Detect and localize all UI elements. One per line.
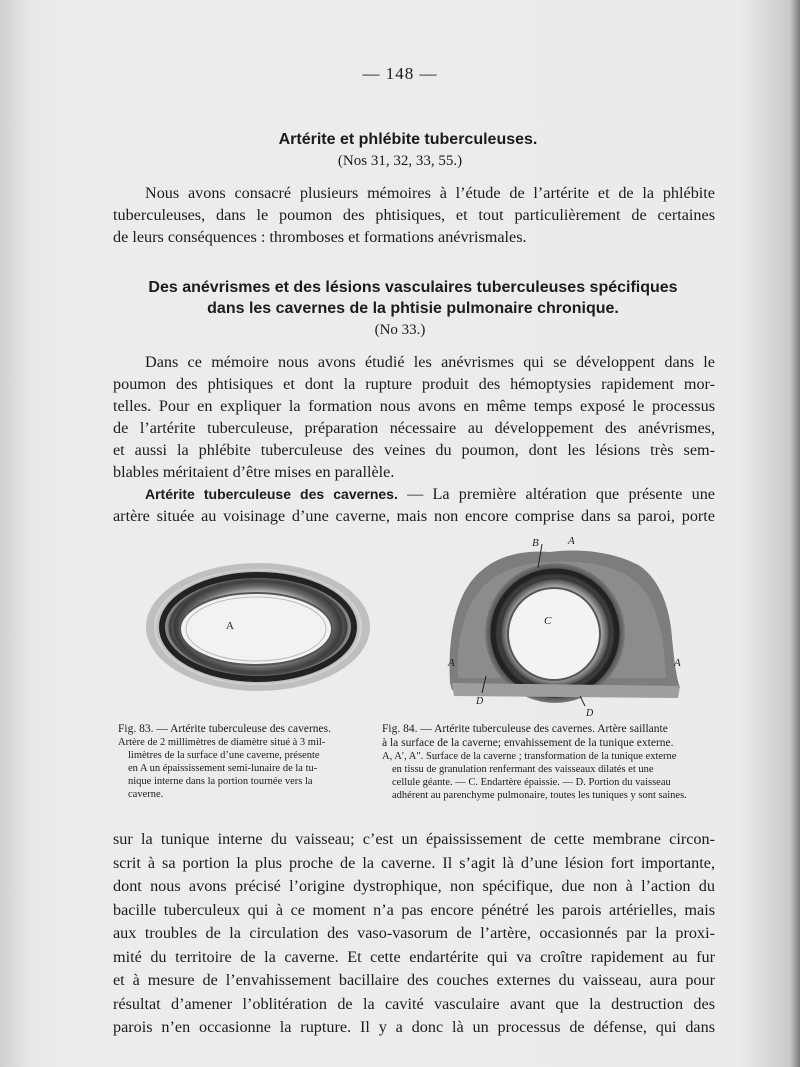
inline-rest: — La première altération que présente une xyxy=(397,485,715,503)
text-line: et aussi la phlébite tuberculeuse des veines du poumon, dont les lésions très sem- xyxy=(113,441,715,459)
caption-line: en tissu de granulation renfermant des vaisseaux dilatés et une xyxy=(392,764,654,775)
text-line: scrit à sa portion la plus proche de la caverne. Il s’agit là d’une lésion fort importante, xyxy=(113,853,715,872)
text-line: de leurs conséquences : thromboses et formations anévrismales. xyxy=(113,228,527,246)
section-title-anevrismes xyxy=(108,277,718,319)
figure-label-a-top: A xyxy=(568,535,575,547)
figure-label-c: C xyxy=(544,615,552,627)
caption-line: caverne. xyxy=(128,789,164,800)
text-line: dont nous avons précisé l’origine dystrophique, non spécifique, due non à l’action du xyxy=(113,877,715,895)
section-title-arterite-phlebite: Artérite et phlébite tuberculeuses. xyxy=(278,131,538,148)
caption-line: cellule géante. — C. Endartère épaissie. — D. Portion du vaisseau xyxy=(392,777,671,788)
figure-83-caption xyxy=(118,722,364,801)
text-line-with-heading xyxy=(113,483,715,505)
caption-line: A, A′, A″. Surface de la caverne ; transformation de la tunique externe xyxy=(382,751,677,762)
caption-line: Artère de 2 millimètres de diamètre situé à 3 mil- xyxy=(118,737,326,748)
text-line: tuberculeuses, dans le poumon des phtisiques, et tout particulièrement de certaines xyxy=(113,206,715,224)
figure-84-caption xyxy=(382,722,722,802)
figure-label-a: A xyxy=(226,620,234,632)
text-line: résultat d’amener l’oblitération de la cavité vasculaire avant que la destruction des xyxy=(113,994,715,1013)
text-line: Nous avons consacré plusieurs mémoires à l’étude de l’artérite et de la phlébite xyxy=(145,184,715,202)
caption-line: en A un épaississement semi-lunaire de la tu- xyxy=(128,763,318,774)
text-line: Dans ce mémoire nous avons étudié les anévrismes qui se développent dans le xyxy=(145,353,715,371)
section-refs: (No 33.) xyxy=(374,322,426,338)
figure-label-b: B xyxy=(532,537,539,549)
inline-heading: Artérite tuberculeuse des cavernes. xyxy=(145,486,398,502)
text-line: et à mesure de l’envahissement bacillaire des couches externes du vaisseau, aura pour xyxy=(113,971,715,989)
text-line: de l’artérite tuberculeuse, préparation nécessaire au développement des anévrismes, xyxy=(113,419,715,437)
text-line: artère située au voisinage d’une caverne, mais non encore comprise dans sa paroi, porte xyxy=(113,507,715,525)
text-line: bacille tuberculeux qui à ce moment n’a pas encore pénétré les parois artérielles, mais xyxy=(113,900,715,919)
section-refs: (Nos 31, 32, 33, 55.) xyxy=(337,153,463,169)
text-line: poumon des phtisiques et dont la rupture produit des hémoptysies rapidement mor- xyxy=(113,375,715,393)
text-line: blables méritaient d’être mises en parallèle. xyxy=(113,463,395,481)
title-line: dans les cavernes de la phtisie pulmonaire chronique. xyxy=(207,300,619,317)
paragraph-anevrismes xyxy=(113,351,715,527)
paragraph-continuation xyxy=(113,828,715,1040)
paragraph-intro xyxy=(113,182,715,248)
caption-line: nique interne dans la portion tournée vers la xyxy=(128,776,313,787)
figure-83-illustration xyxy=(140,555,380,705)
caption-line: limètres de la surface d’une caverne, présente xyxy=(128,750,320,761)
caption-title: Fig. 84. — Artérite tuberculeuse des cavernes. Artère saillante xyxy=(382,723,668,735)
text-line: mité du territoire de la caverne. Et cette endartérite qui va croître rapidement au fur xyxy=(113,947,715,966)
page-number: — 148 — xyxy=(362,64,438,83)
figure-84-illustration xyxy=(430,528,700,718)
caption-title: Fig. 83. — Artérite tuberculeuse des cavernes. xyxy=(118,723,332,735)
text-line: aux troubles de la circulation des vaso-vasorum de l’artère, occasionnés par la proxi- xyxy=(113,924,715,942)
caption-line: adhérent au parenchyme pulmonaire, toutes les tuniques y sont saines. xyxy=(392,790,687,801)
figure-label-a-left: A xyxy=(448,657,455,669)
title-line: Des anévrismes et des lésions vasculaires tuberculeuses spécifiques xyxy=(148,279,678,296)
text-line: parois n’en occasionne la rupture. Il y a donc là un processus de défense, qui dans xyxy=(113,1018,715,1036)
caption-title: à la surface de la caverne; envahissement de la tunique externe. xyxy=(382,737,674,749)
figure-label-d-right: D xyxy=(586,708,594,718)
figure-label-a-right: A xyxy=(674,657,681,669)
text-line: sur la tunique interne du vaisseau; c’est un épaississement de cette membrane circon- xyxy=(113,830,715,848)
figure-label-d-left: D xyxy=(476,696,484,707)
text-line: telles. Pour en expliquer la formation nous avons en même temps exposé le processus xyxy=(113,397,715,415)
